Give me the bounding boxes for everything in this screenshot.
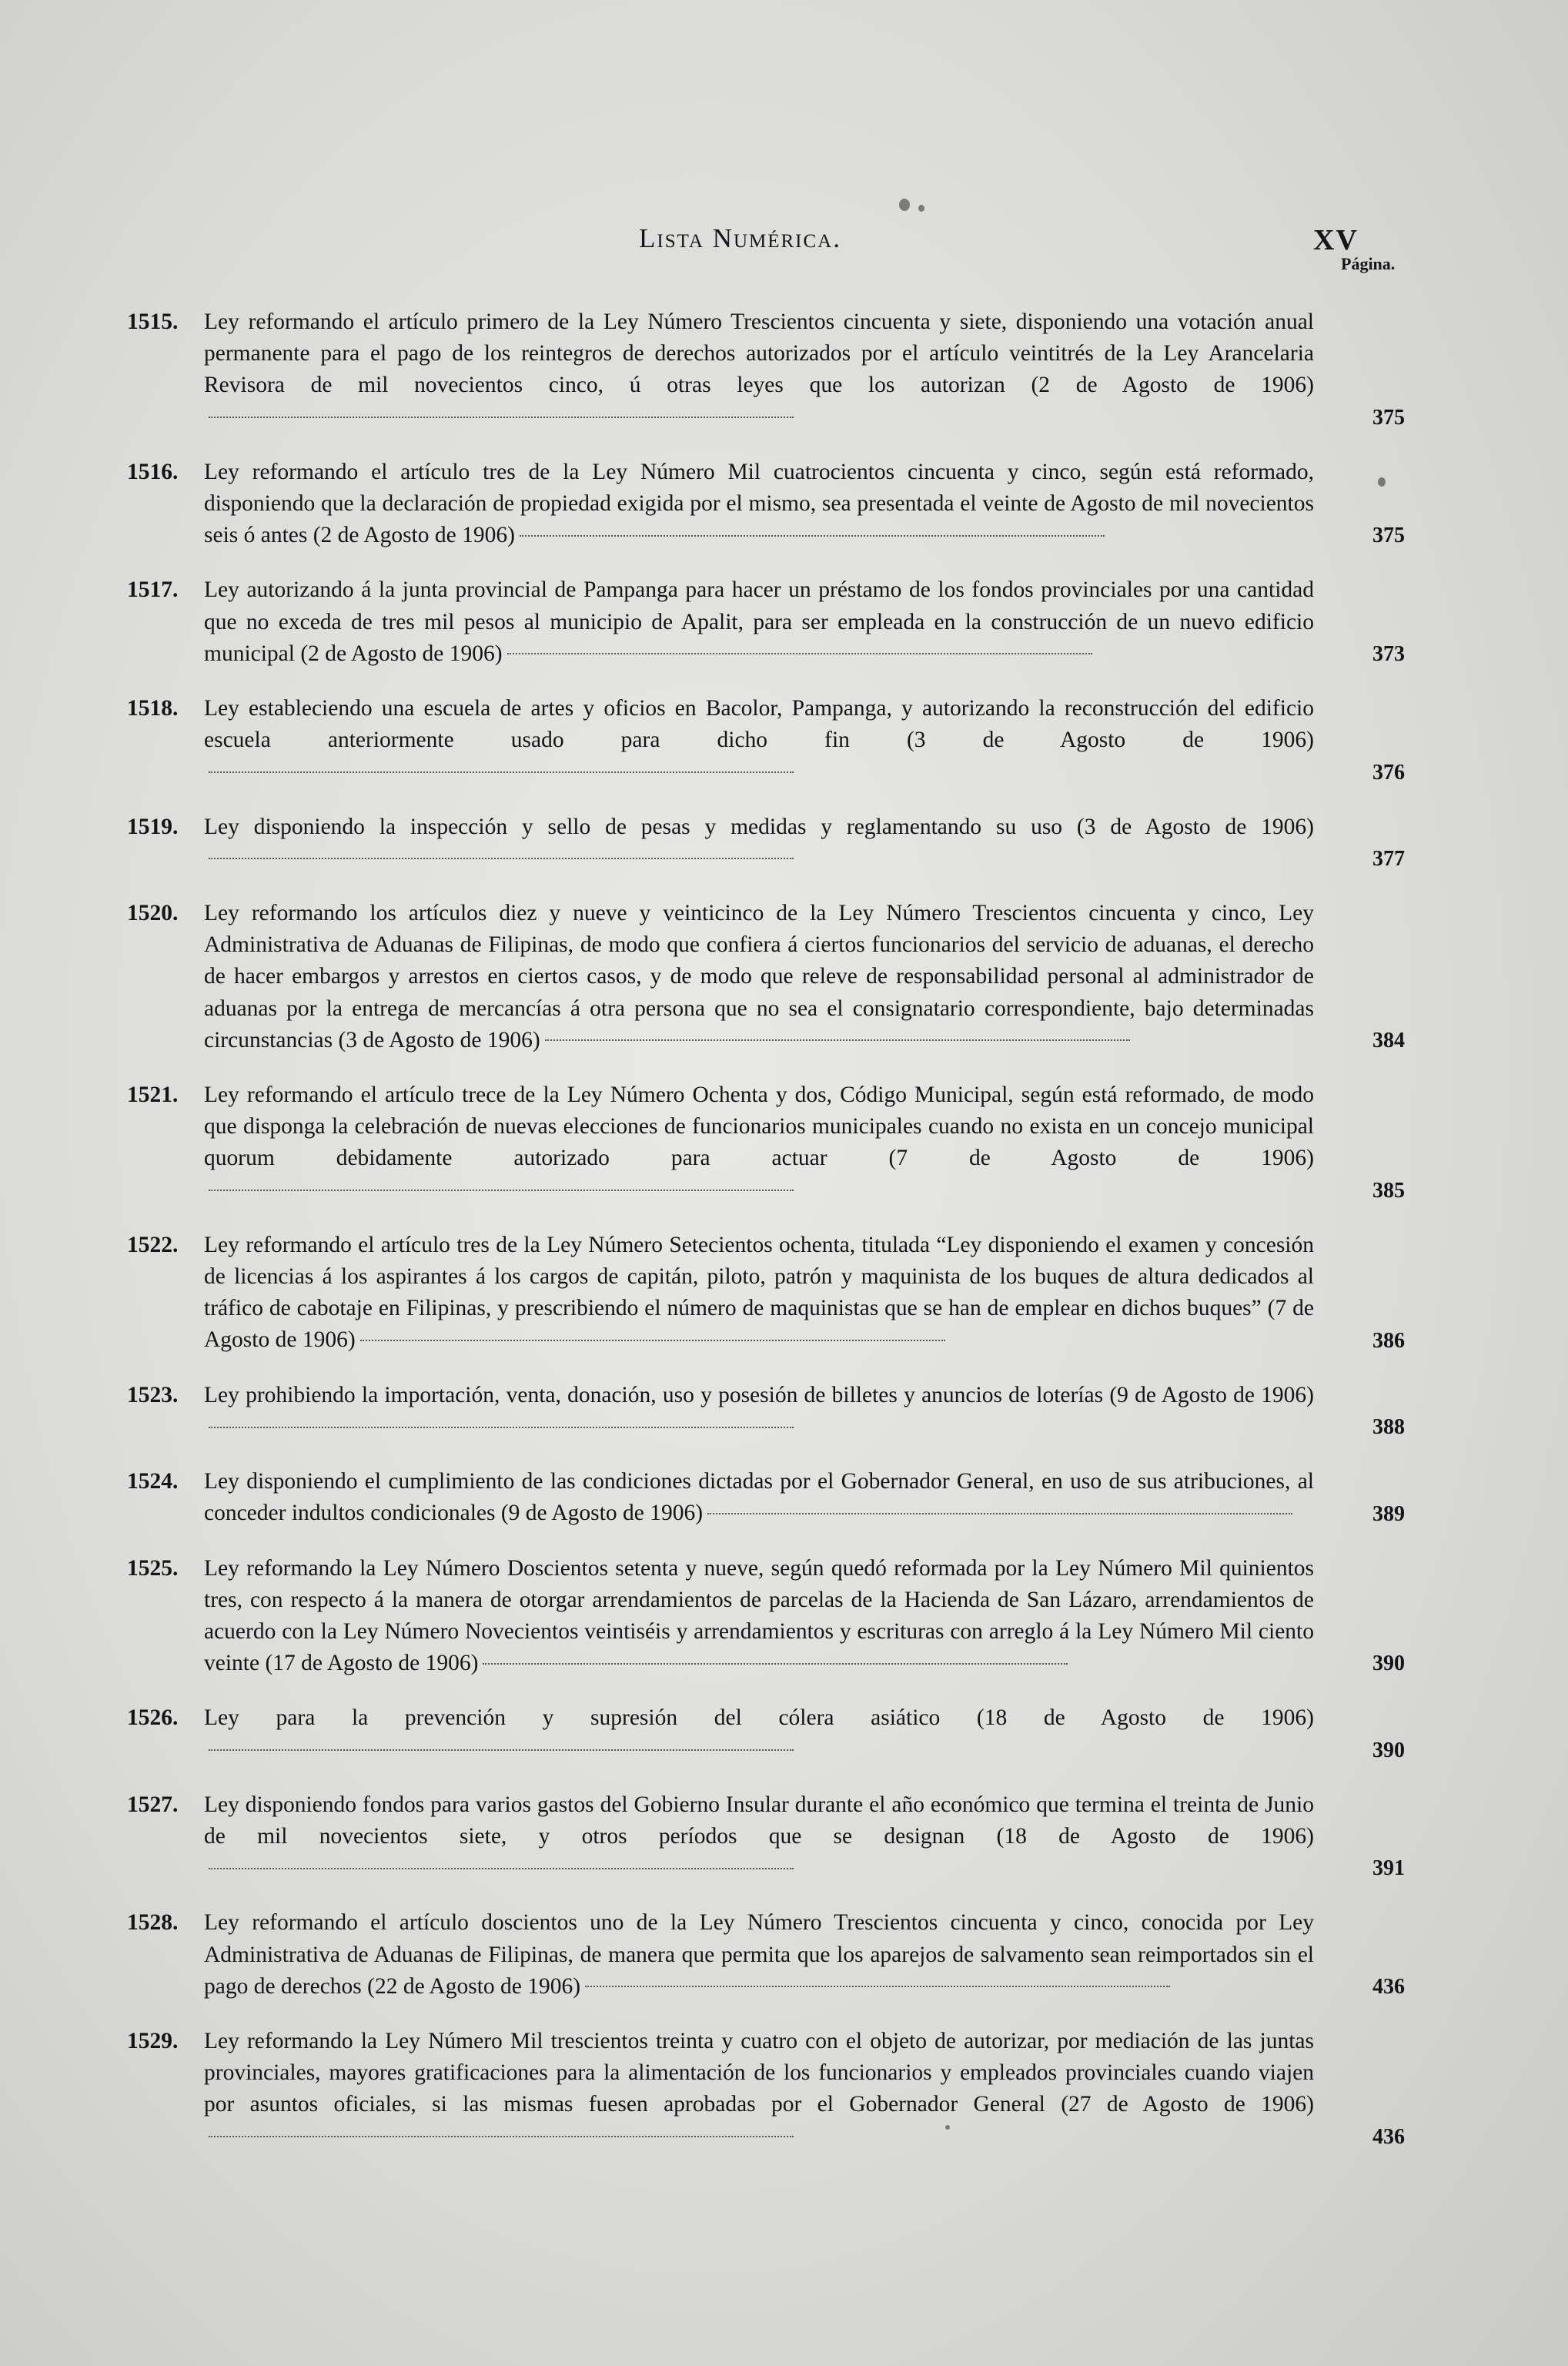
entry-description: Ley estableciendo una escuela de artes y oficios en Bacolor, Pampanga, y autorizando la reconstrucción del edificio escuela anteriormente usado para dicho fin (3 de Agosto de 1906) bbox=[204, 696, 1314, 753]
dot-leader bbox=[209, 2136, 794, 2137]
header-page-number: XV bbox=[1313, 224, 1359, 256]
list-item bbox=[127, 812, 1405, 875]
entry-page-number: 375 bbox=[1372, 405, 1405, 430]
entry-description: Ley reformando la Ley Número Mil trescientos treinta y cuatro con el objeto de autorizar, por mediación de las juntas provinciales, mayores gratificaciones para la alimentación de los funcionarios y empleados provinciales cuando viajen por asuntos oficiales, si las mismas fuesen aprobadas por el Gobernador General (27 de Agosto de 1906) bbox=[204, 2028, 1314, 2117]
entry-page-number: 385 bbox=[1372, 1178, 1405, 1203]
list-item bbox=[127, 1079, 1405, 1206]
entry-description: Ley reformando los artículos diez y nueve y veinticinco de la Ley Número Trescientos cincuenta y cinco, Ley Administrativa de Aduanas de Filipinas, de modo que confiera á ciertos funcionarios del servicio de aduanas, el derecho de hacer embargos y arrestos en ciertos casos, y de modo que releve de responsabilidad personal al administrador de aduanas por la entrega de mercancías á otra persona que no sea el consignatario correspondiente, bajo determinadas circunstancias (3 de Agosto de 1906) bbox=[204, 901, 1314, 1052]
entry-description: Ley reformando la Ley Número Doscientos setenta y nueve, según quedó reformada por la Ley Número Mil quinientos tres, con respecto á la manera de otorgar arrendamientos de parcelas de la Hacienda de San Lázaro, arrendamientos de acuerdo con la Ley Número Novecientos veintiséis y arrendamientos y escrituras con arreglo á la Ley Número Mil ciento veinte (17 de Agosto de 1906) bbox=[204, 1555, 1314, 1676]
dot-leader bbox=[707, 1513, 1292, 1514]
entry-description: Ley reformando el artículo tres de la Ley Número Mil cuatrocientos cincuenta y cinco, según está reformado, disponiendo que la declaración de propiedad exigida por el mismo, sea presentada el veinte de Agosto de mil novecientos seis ó antes (2 de Agosto de 1906) bbox=[204, 459, 1314, 548]
entry-number: 1529. bbox=[127, 2028, 179, 2053]
entry-number: 1525. bbox=[127, 1555, 179, 1581]
dot-leader bbox=[360, 1340, 945, 1341]
entry-number: 1524. bbox=[127, 1469, 179, 1494]
list-item bbox=[127, 693, 1405, 788]
entry-description: Ley reformando el artículo doscientos uno de la Ley Número Trescientos cincuenta y cinco, conocida por Ley Administrativa de Aduanas de Filipinas, de manera que permita que los aparejos de salvamento sean reimportados sin el pago de derechos (22 de Agosto de 1906) bbox=[204, 1910, 1314, 1999]
print-speck bbox=[899, 199, 910, 211]
dot-leader bbox=[209, 858, 794, 859]
entry-number: 1518. bbox=[127, 696, 179, 721]
print-speck bbox=[918, 205, 924, 212]
list-item bbox=[127, 1230, 1405, 1357]
list-item bbox=[127, 1907, 1405, 2003]
entry-description: Ley disponiendo la inspección y sello de pesas y medidas y reglamentando su uso (3 de Agosto de 1906) bbox=[204, 814, 1314, 839]
list-item bbox=[127, 1553, 1405, 1680]
dot-leader bbox=[483, 1663, 1068, 1665]
entry-number: 1515. bbox=[127, 310, 179, 334]
list-item bbox=[127, 898, 1405, 1056]
entry-page-number: 389 bbox=[1372, 1501, 1405, 1526]
entry-description: Ley disponiendo fondos para varios gastos del Gobierno Insular durante el año económico que termina el treinta de Junio de mil novecientos siete, y otros períodos que se designan (18 de Agosto de 1906) bbox=[204, 1792, 1314, 1849]
entry-page-number: 390 bbox=[1372, 1738, 1405, 1762]
entry-page-number: 376 bbox=[1372, 760, 1405, 785]
entry-number: 1521. bbox=[127, 1083, 179, 1108]
entry-page-number: 386 bbox=[1372, 1328, 1405, 1353]
dot-leader bbox=[520, 535, 1105, 537]
entry-description: Ley autorizando á la junta provincial de Pampanga para hacer un préstamo de los fondos provinciales por una cantidad que no exceda de tres mil pesos al municipio de Apalit, para ser empleada en la construcción de un nuevo edificio municipal (2 de Agosto de 1906) bbox=[204, 577, 1314, 666]
entry-page-number: 390 bbox=[1372, 1652, 1405, 1676]
dot-leader bbox=[209, 1868, 794, 1869]
entry-number: 1527. bbox=[127, 1792, 179, 1817]
dot-leader bbox=[209, 1427, 794, 1428]
dot-leader bbox=[209, 417, 794, 418]
entry-page-number: 373 bbox=[1372, 642, 1405, 667]
header-title: Lista Numérica. bbox=[639, 223, 841, 253]
print-speck bbox=[945, 2125, 950, 2130]
dot-leader bbox=[209, 1190, 794, 1191]
list-item bbox=[127, 306, 1405, 433]
dot-leader bbox=[585, 1986, 1170, 1987]
entry-number: 1523. bbox=[127, 1382, 179, 1407]
page-column-label: Página. bbox=[1341, 254, 1396, 273]
dot-leader bbox=[209, 1749, 794, 1751]
entry-number: 1517. bbox=[127, 577, 179, 603]
print-speck bbox=[1378, 477, 1386, 487]
entry-description: Ley prohibiendo la importación, venta, donación, uso y posesión de billetes y anuncios de loterías (9 de Agosto de 1906) bbox=[204, 1382, 1314, 1407]
entry-page-number: 436 bbox=[1372, 1974, 1405, 1999]
entry-number: 1519. bbox=[127, 814, 179, 839]
list-item bbox=[127, 574, 1405, 670]
dot-leader bbox=[507, 653, 1092, 654]
list-item bbox=[127, 1380, 1405, 1443]
entry-description: Ley para la prevención y supresión del cólera asiático (18 de Agosto de 1906) bbox=[204, 1705, 1314, 1731]
entry-list bbox=[127, 306, 1405, 2176]
entry-description: Ley reformando el artículo trece de la Ley Número Ochenta y dos, Código Municipal, según está reformado, de modo que disponga la celebración de nuevas elecciones de funcionarios municipales cuando no exista en un concejo municipal quorum debidamente autorizado para actuar (7 de Agosto de 1906) bbox=[204, 1083, 1314, 1171]
dot-leader bbox=[545, 1039, 1130, 1041]
entry-number: 1526. bbox=[127, 1705, 179, 1731]
list-item bbox=[127, 2026, 1405, 2153]
entry-number: 1516. bbox=[127, 459, 179, 484]
dot-leader bbox=[209, 771, 794, 773]
entry-page-number: 375 bbox=[1372, 524, 1405, 548]
list-item bbox=[127, 1466, 1405, 1529]
entry-description: Ley reformando el artículo tres de la Ley Número Setecientos ochenta, titulada “Ley disponiendo el examen y concesión de licencias á los aspirantes á los cargos de capitán, piloto, patrón y maquinista de los buques de altura dedicados al tráfico de cabotaje en Filipinas, y prescribiendo el número de maquinistas que se han de emplear en dichos buques” (7 de Agosto de 1906) bbox=[204, 1232, 1314, 1353]
list-item bbox=[127, 1702, 1405, 1765]
entry-number: 1520. bbox=[127, 901, 179, 926]
entry-page-number: 436 bbox=[1372, 2124, 1405, 2149]
entry-page-number: 388 bbox=[1372, 1415, 1405, 1440]
entry-page-number: 391 bbox=[1372, 1856, 1405, 1881]
entry-description: Ley reformando el artículo primero de la Ley Número Trescientos cincuenta y siete, disponiendo una votación anual permanente para el pago de los reintegros de derechos autorizados por el artículo veintitrés de la Ley Arancelaria Revisora de mil novecientos cinco, ú otras leyes que los autorizan (2 de Agosto de 1906) bbox=[204, 310, 1314, 398]
entry-number: 1522. bbox=[127, 1232, 179, 1257]
entry-number: 1528. bbox=[127, 1910, 179, 1936]
entry-page-number: 384 bbox=[1372, 1029, 1405, 1053]
entry-description: Ley disponiendo el cumplimiento de las condiciones dictadas por el Gobernador General, en uso de sus atribuciones, al conceder indultos condicionales (9 de Agosto de 1906) bbox=[204, 1469, 1314, 1526]
list-item bbox=[127, 1789, 1405, 1885]
page-header bbox=[0, 223, 1568, 269]
list-item bbox=[127, 457, 1405, 552]
entry-page-number: 377 bbox=[1372, 847, 1405, 872]
